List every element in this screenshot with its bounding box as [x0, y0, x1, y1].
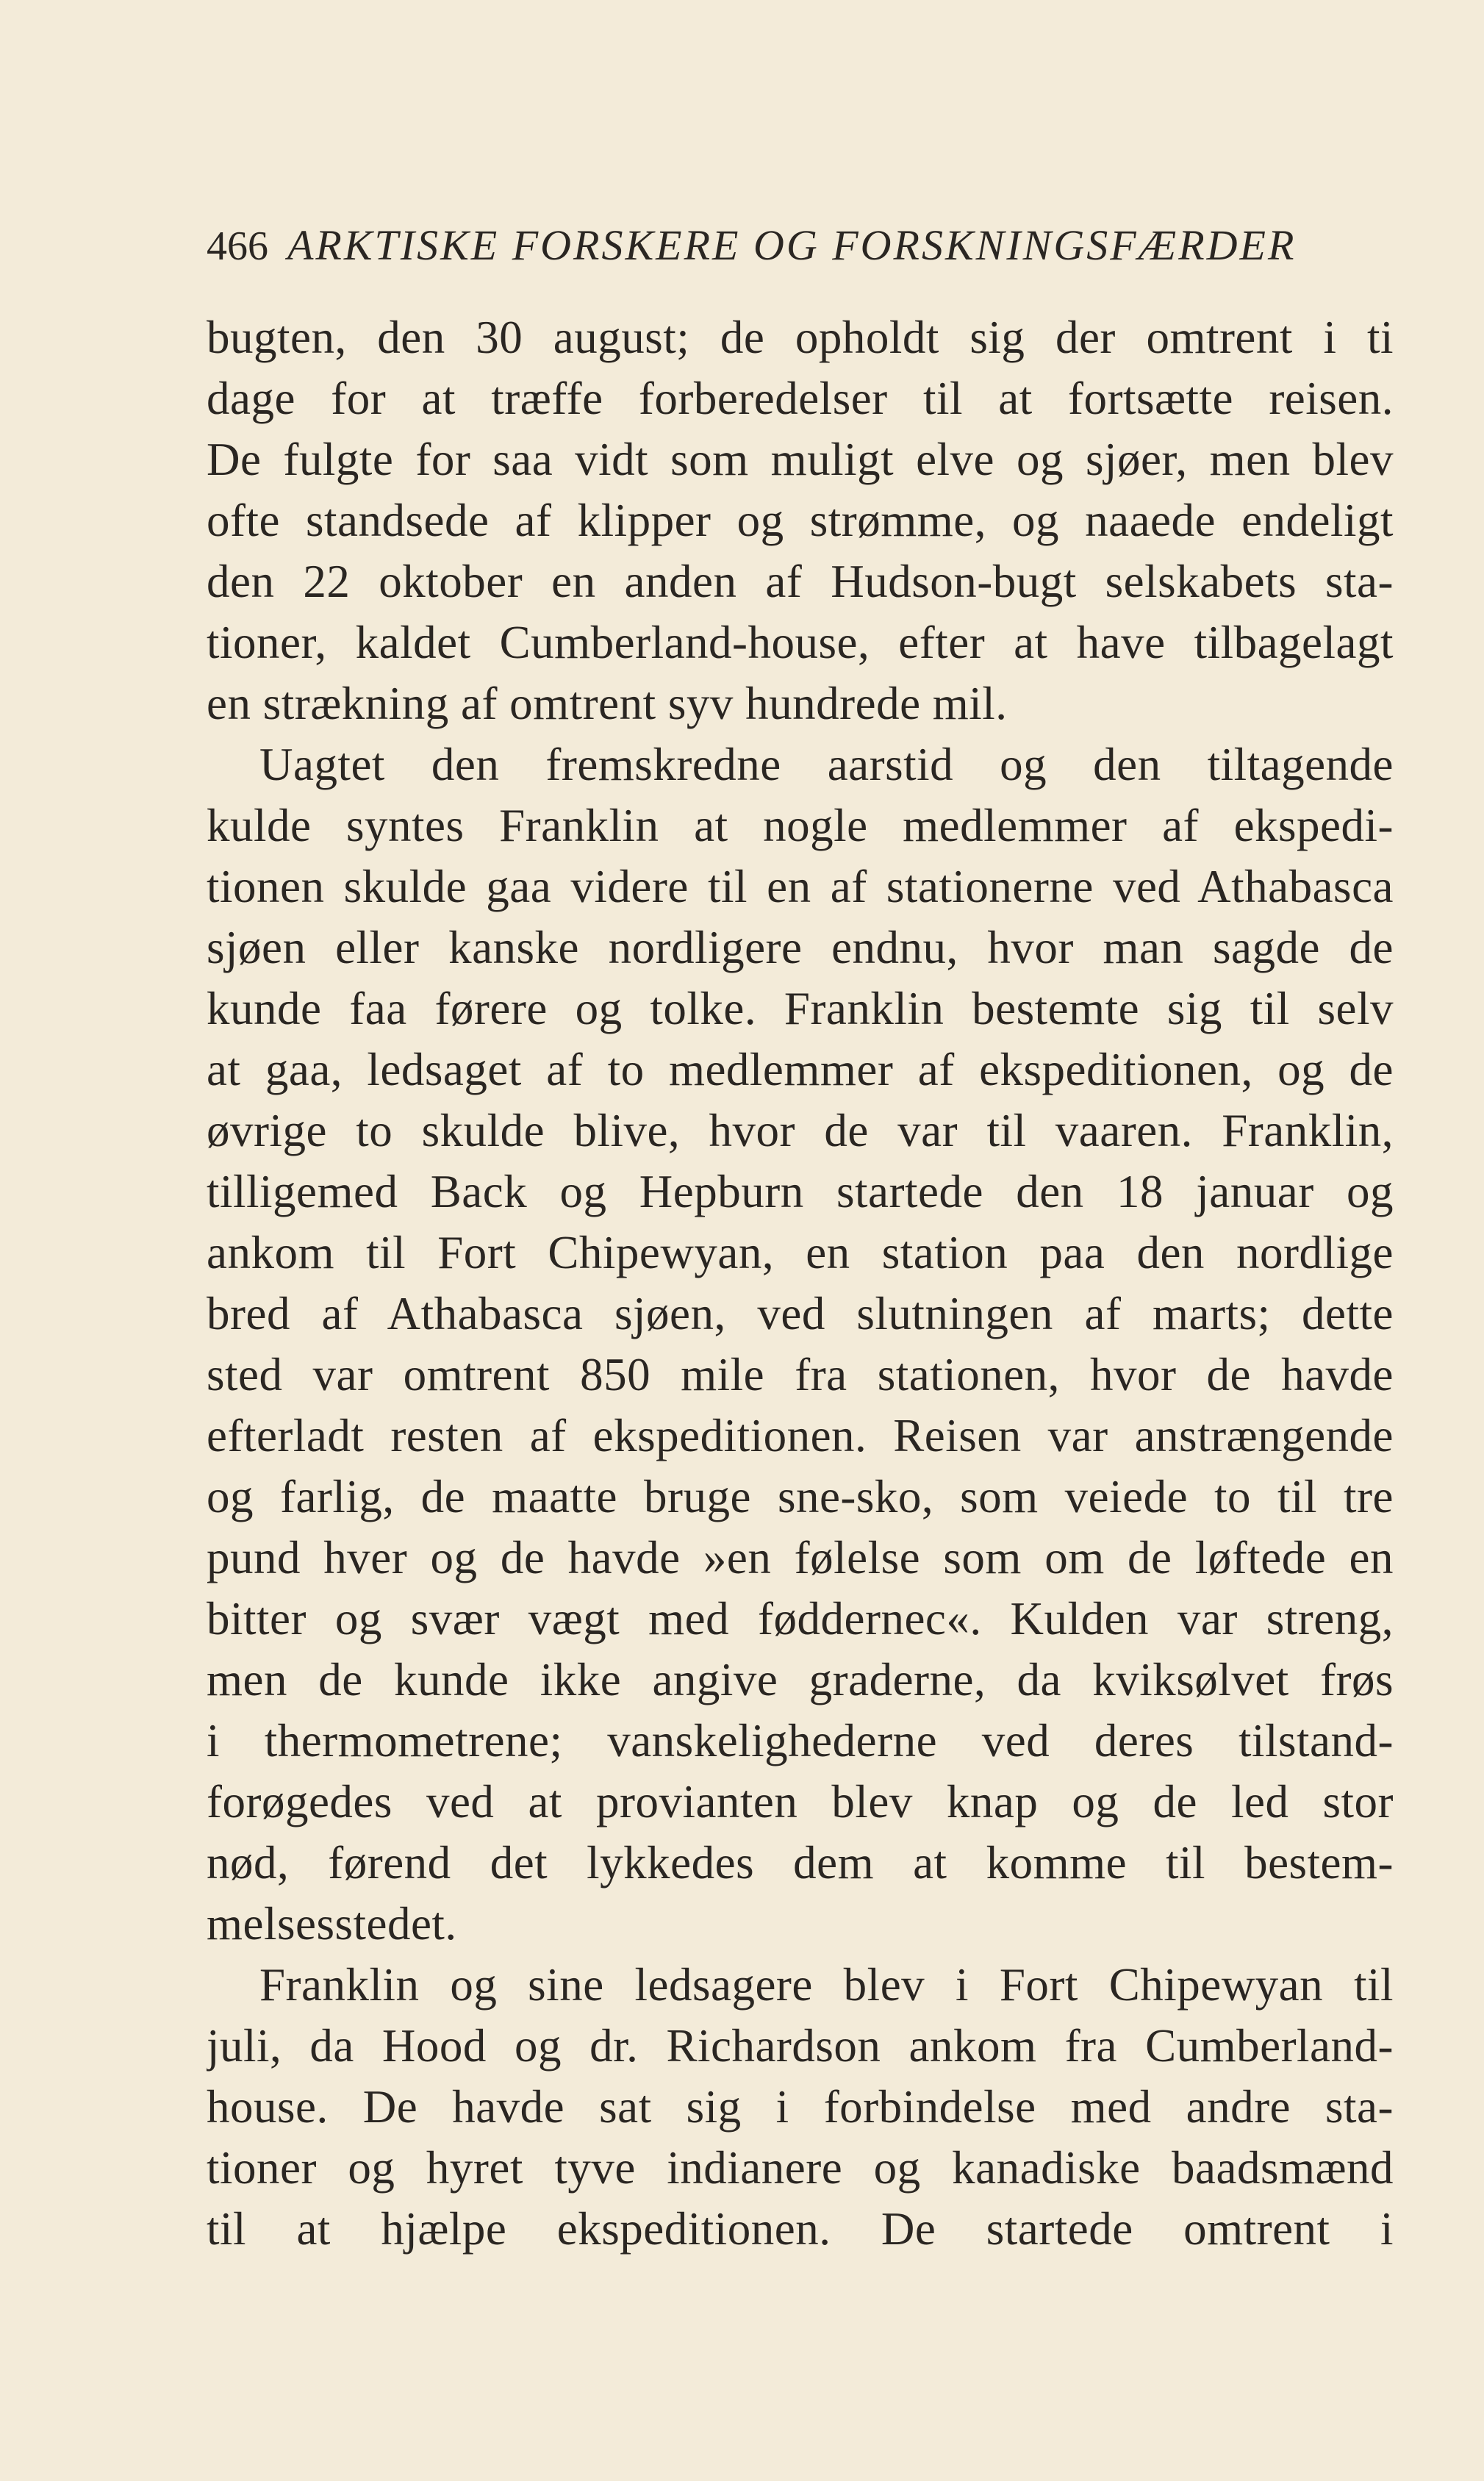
page-header: [207, 221, 1381, 279]
text-line: nød, førend det lykkedes dem at komme til bestem-: [207, 1837, 1394, 1889]
text-line: tioner og hyret tyve indianere og kanadiske baadsmænd: [207, 2142, 1394, 2194]
running-title: ARKTISKE FORSKERE OG FORSKNINGSFÆRDER: [287, 221, 1297, 269]
text-line: bred af Athabasca sjøen, ved slutningen af marts; dette: [207, 1288, 1394, 1339]
text-line: i thermometrene; vanskelighederne ved deres tilstand-: [207, 1715, 1394, 1766]
text-line: pund hver og de havde »en følelse som om de løftede en: [207, 1532, 1394, 1583]
text-line: dage for at træffe forberedelser til at fortsætte reisen.: [207, 373, 1394, 424]
page-number: 466: [207, 223, 268, 269]
text-line: tionen skulde gaa videre til en af stationerne ved Athabasca: [207, 861, 1394, 912]
text-line: house. De havde sat sig i forbindelse med andre sta-: [207, 2081, 1394, 2133]
text-line: til at hjælpe ekspeditionen. De startede omtrent i: [207, 2203, 1394, 2255]
text-line: ofte standsede af klipper og strømme, og naaede endeligt: [207, 495, 1394, 546]
text-line: melsesstedet.: [207, 1898, 457, 1950]
text-line: juli, da Hood og dr. Richardson ankom fra Cumberland-: [207, 2020, 1394, 2072]
text-line: forøgedes ved at provianten blev knap og de led stor: [207, 1776, 1394, 1827]
text-line: og farlig, de maatte bruge sne-sko, som veiede to til tre: [207, 1471, 1394, 1522]
text-line: Uagtet den fremskredne aarstid og den tiltagende: [259, 739, 1394, 790]
text-line: tioner, kaldet Cumberland-house, efter at have tilbagelagt: [207, 617, 1394, 668]
text-line: Franklin og sine ledsagere blev i Fort Chipewyan til: [259, 1959, 1394, 2011]
text-line: den 22 oktober en anden af Hudson-bugt selskabets sta-: [207, 556, 1394, 607]
body-text: [207, 307, 1394, 2260]
text-line: bitter og svær vægt med føddernec«. Kulden var streng,: [207, 1593, 1394, 1644]
text-line: efterladt resten af ekspeditionen. Reisen var anstrængende: [207, 1410, 1394, 1461]
text-line: at gaa, ledsaget af to medlemmer af ekspeditionen, og de: [207, 1044, 1394, 1095]
text-line: kulde syntes Franklin at nogle medlemmer af ekspedi-: [207, 800, 1394, 851]
text-line: men de kunde ikke angive graderne, da kviksølvet frøs: [207, 1654, 1394, 1705]
text-line: kunde faa førere og tolke. Franklin bestemte sig til selv: [207, 983, 1394, 1034]
text-line: en strækning af omtrent syv hundrede mil.: [207, 678, 1008, 729]
text-line: tilligemed Back og Hepburn startede den 18 januar og: [207, 1166, 1394, 1217]
text-line: sjøen eller kanske nordligere endnu, hvor man sagde de: [207, 922, 1394, 973]
text-line: bugten, den 30 august; de opholdt sig der omtrent i ti: [207, 312, 1394, 363]
text-line: øvrige to skulde blive, hvor de var til vaaren. Franklin,: [207, 1105, 1394, 1156]
text-line: sted var omtrent 850 mile fra stationen, hvor de havde: [207, 1349, 1394, 1400]
text-line: ankom til Fort Chipewyan, en station paa den nordlige: [207, 1227, 1394, 1278]
text-line: De fulgte for saa vidt som muligt elve og sjøer, men blev: [207, 434, 1394, 485]
